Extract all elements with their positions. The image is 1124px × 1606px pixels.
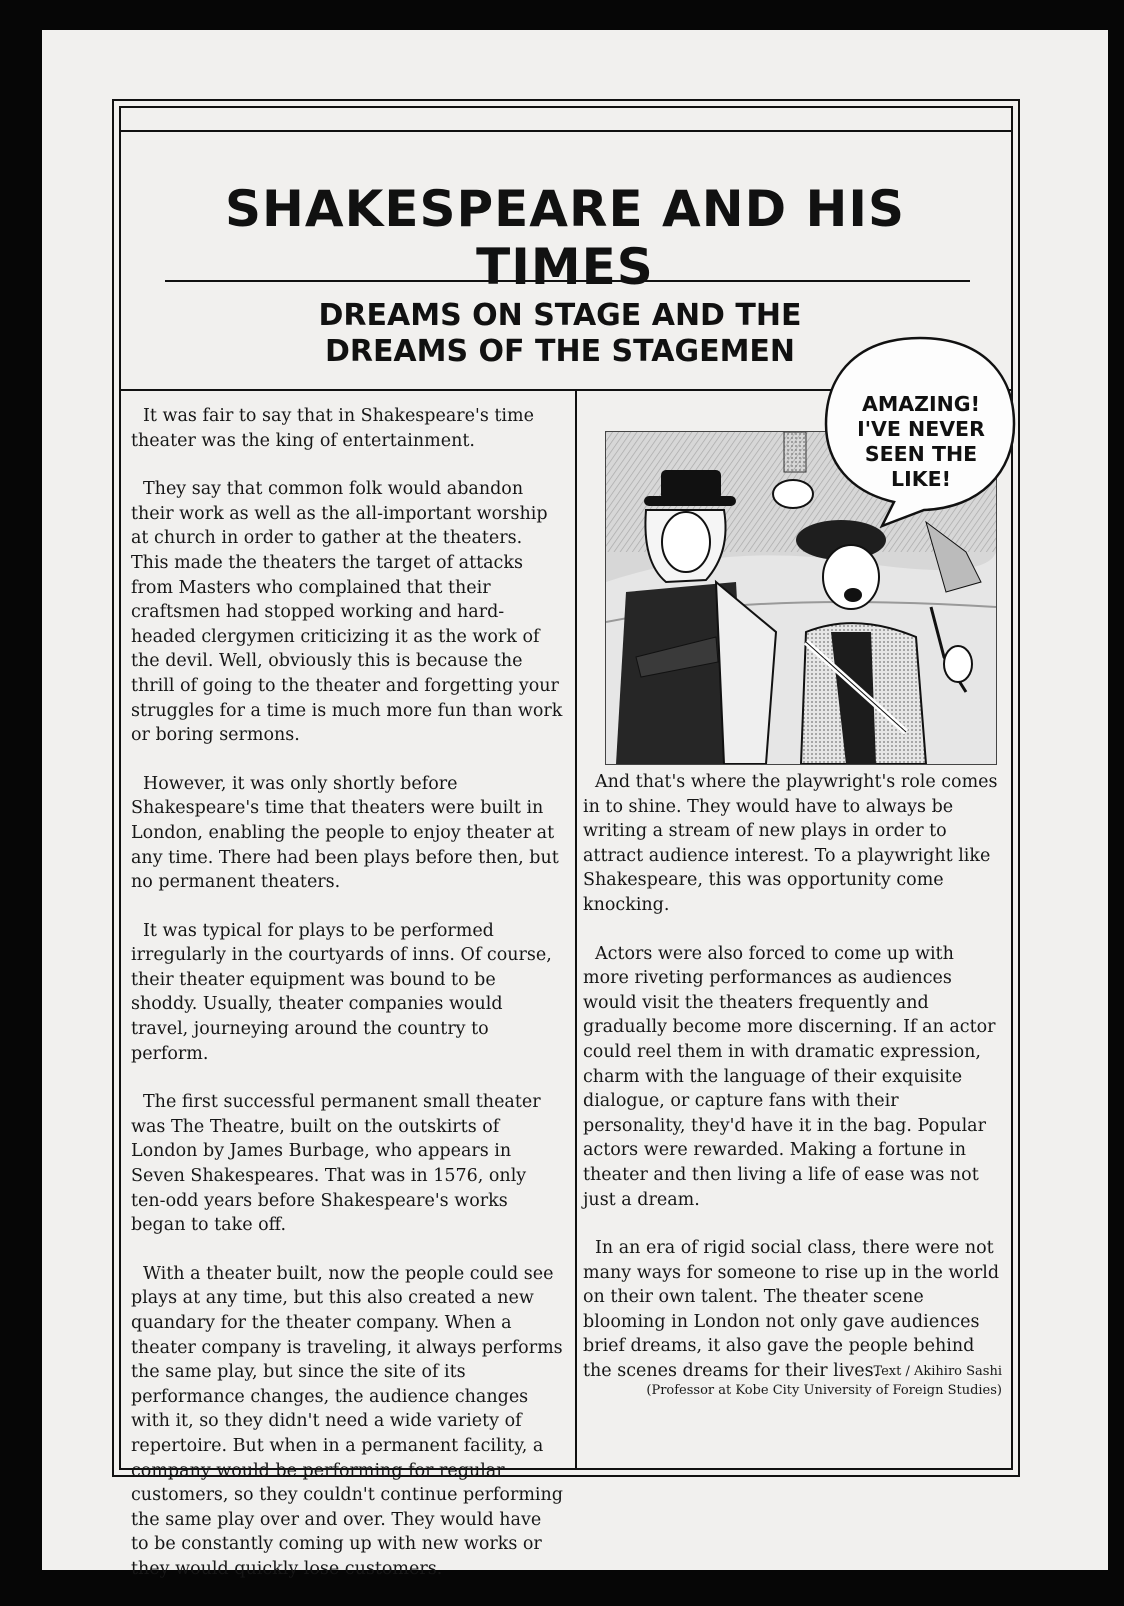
subtitle-line-2: DREAMS OF THE STAGEMEN <box>324 334 796 369</box>
bubble-line: LIKE! <box>891 467 951 491</box>
bubble-line: I'VE NEVER <box>857 417 985 441</box>
credit-author: Text / Akihiro Sashi <box>873 1364 1002 1379</box>
paragraph: And that's where the playwright's role comes in to shine. They would have to always be writing a stream of new plays in order to attract audience interest. To a playwright like Shakespeare, this was opportunity come knocking. <box>583 772 998 915</box>
credit-affiliation: (Professor at Kobe City University of Foreign Studies) <box>646 1383 1002 1398</box>
paragraph: In an era of rigid social class, there were not many ways for someone to rise up in the world on their own talent. The theater scene blooming in London not only gave audiences brief dreams, it also gave the people behind the scenes dreams for their lives. <box>583 1238 1000 1382</box>
title-rule <box>165 280 970 282</box>
subtitle-line-1: DREAMS ON STAGE AND THE <box>318 298 802 333</box>
paragraph: They say that common folk would abandon their work as well as the all-important worship at church in order to gather at the theaters. This made the theaters the target of attacks from Masters who complained that their craftsmen had stopped working and hard-headed clergymen criticizing it as the work of the devil. Well, obviously this is because the thrill of going to the theater and forgetting your struggles for a time is much more fun than work or boring sermons. <box>131 479 563 746</box>
paragraph: It was fair to say that in Shakespeare's time theater was the king of entertainment. <box>131 406 534 451</box>
speech-bubble-text <box>833 392 1009 492</box>
right-column <box>583 770 1003 1408</box>
bubble-line: SEEN THE <box>864 442 978 466</box>
paragraph: The first successful permanent small theater was The Theatre, built on the outskirts of London by James Burbage, who appears in Seven Shakespeares. That was in 1576, only ten-odd years before Shakespeare's works began to take off. <box>131 1092 541 1236</box>
column-divider <box>575 389 577 1469</box>
paragraph: With a theater built, now the people could see plays at any time, but this also created a new quandary for the theater company. When a theater company is traveling, it always performs the same play, but since the site of its performance changes, the audience changes with it, so they didn't need a wide variety of repertoire. But when in a permanent facility, a company would be performing for regular customers, so they couldn't continue performing the same play over and over. They would have to be constantly coming up with new works or they would quickly lose customers. <box>131 1263 563 1579</box>
left-column <box>131 404 563 1606</box>
paragraph: It was typical for plays to be performed irregularly in the courtyards of inns. Of course, their theater equipment was bound to be shoddy. Usually, theater companies would travel, journeying around the country to perform. <box>131 920 552 1064</box>
article-subtitle <box>250 298 870 370</box>
author-credit <box>620 1362 1002 1400</box>
paragraph: However, it was only shortly before Shakespeare's time that theaters were built in London, enabling the people to enjoy theater at any time. There had been plays before then, but no permanent theaters. <box>131 773 559 893</box>
top-band-divider <box>119 130 1011 132</box>
paragraph: Actors were also forced to come up with more riveting performances as audiences would visit the theaters frequently and gradually become more discerning. If an actor could reel them in with dramatic expression, charm with the language of their exquisite dialogue, or capture fans with their personality, they'd have it in the bag. Popular actors were rewarded. Making a fortune in theater and then living a life of ease was not just a dream. <box>583 943 996 1210</box>
bubble-line: AMAZING! <box>862 392 980 416</box>
article-title: SHAKESPEARE AND HIS TIMES <box>225 180 905 296</box>
